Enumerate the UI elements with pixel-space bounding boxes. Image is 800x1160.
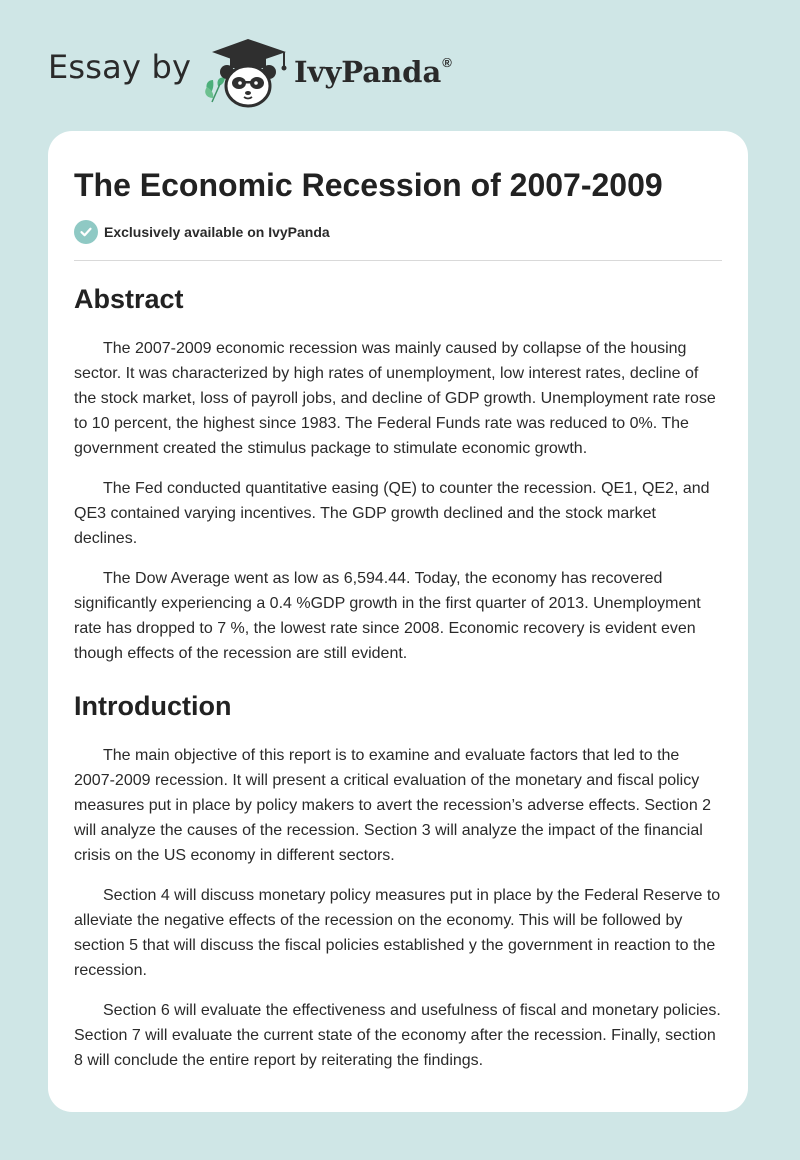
introduction-section	[74, 690, 722, 1073]
essay-by-label: Essay by	[48, 48, 192, 86]
brand-name[interactable]	[294, 55, 452, 89]
site-header	[0, 0, 800, 130]
introduction-paragraph: Section 6 will evaluate the effectiveness and usefulness of fiscal and monetary policies. Section 7 will evaluate the current state of the economy after the recession. Finally, section 8 will conclude the entire report by reiterating the findings.	[74, 1002, 721, 1069]
introduction-heading: Introduction	[74, 691, 232, 721]
panda-graduate-logo-icon[interactable]	[200, 36, 292, 110]
essay-card	[48, 131, 748, 1112]
registered-mark: ®	[442, 55, 452, 71]
check-icon	[74, 220, 98, 244]
page-title: The Economic Recession of 2007-2009	[74, 167, 663, 203]
divider	[74, 260, 722, 261]
abstract-paragraph: The Dow Average went as low as 6,594.44. Today, the economy has recovered significantly experiencing a 0.4 %GDP growth in the first quarter of 2013. Unemployment rate has dropped to 7 %, the lowest rate since 2008. Economic recovery is evident even though effects of the recession are still evident.	[74, 570, 701, 662]
abstract-heading: Abstract	[74, 284, 184, 314]
abstract-paragraph: The Fed conducted quantitative easing (QE) to counter the recession. QE1, QE2, and QE3 contained varying incentives. The GDP growth declined and the stock market declines.	[74, 480, 710, 547]
exclusive-badge	[74, 219, 722, 245]
abstract-section	[74, 283, 722, 666]
exclusive-badge-text: Exclusively available on IvyPanda	[104, 224, 330, 240]
introduction-paragraph: The main objective of this report is to examine and evaluate factors that led to the 2007-2009 recession. It will present a critical evaluation of the monetary and fiscal policy measures put in place by policy makers to avert the recession’s adverse effects. Section 2 will analyze the causes of the recession. Section 3 will analyze the impact of the financial crisis on the US economy in different sectors.	[74, 747, 712, 864]
brand-text: IvyPanda	[294, 55, 442, 89]
abstract-paragraph: The 2007-2009 economic recession was mainly caused by collapse of the housing sector. It was characterized by high rates of unemployment, low interest rates, decline of the stock market, loss of payroll jobs, and decline of GDP growth. Unemployment rate rose to 10 percent, the highest since 1983. The Federal Funds rate was reduced to 0%. The government created the stimulus package to stimulate economic growth.	[74, 340, 716, 457]
introduction-paragraph: Section 4 will discuss monetary policy measures put in place by the Federal Reserve to alleviate the negative effects of the recession on the economy. This will be followed by section 5 that will discuss the fiscal policies established y the government in reaction to the recession.	[74, 887, 721, 979]
